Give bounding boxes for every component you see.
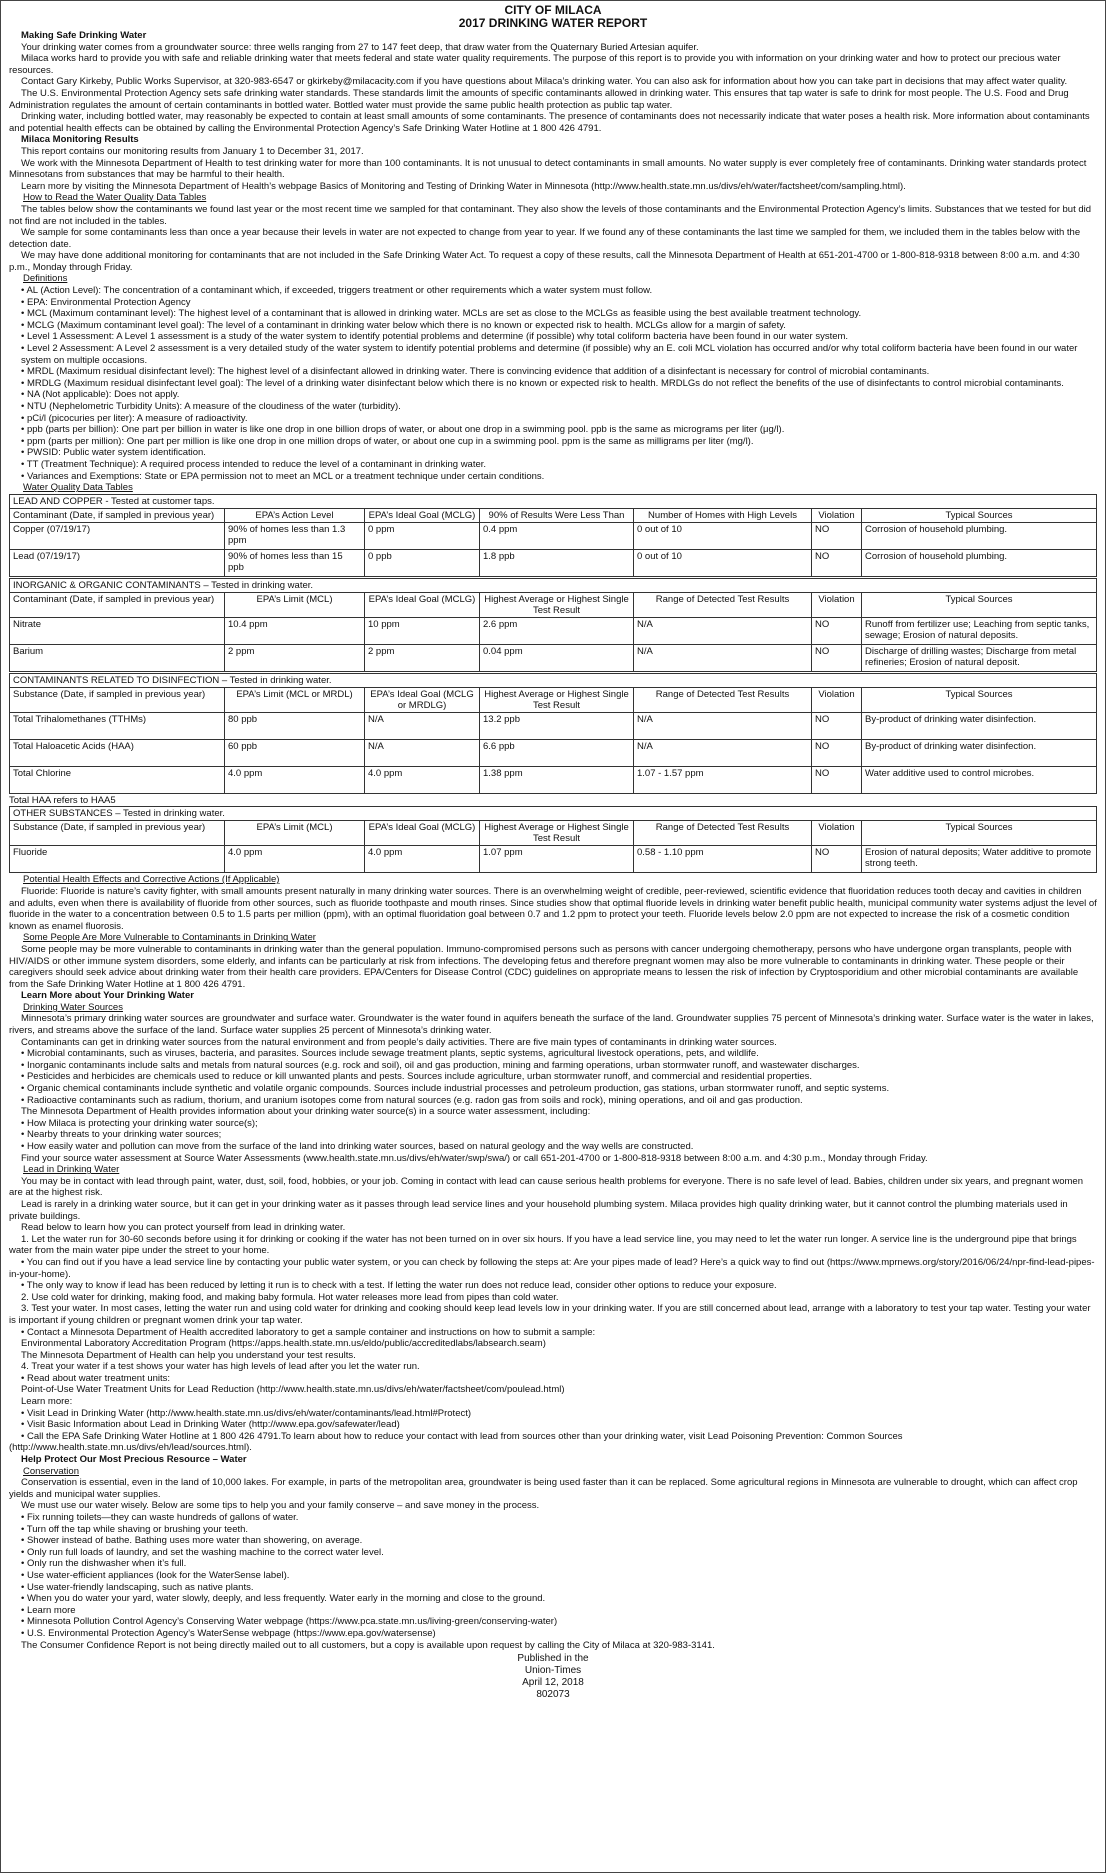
table-cell: 0.4 ppm	[480, 522, 634, 549]
footer-published: Published in the	[517, 1653, 589, 1665]
fluoride-paragraph: Fluoride: Fluoride is nature’s cavity fighter, with small amounts present naturally in many drinking water sources. There is an overwhelming weight of credible, peer-reviewed, scientific evidence that fluoridation reduces tooth decay and cavities in children and adults, even when there is availability of fluoride from other sources, such as fluoride toothpaste and mouth rinses. Since studies show that optimal fluoride levels in drinking water benefit public health, municipal community water systems adjust the level of fluoride in the water to a concentration between 0.5 to 1.5 parts per million (ppm), with an optimal fluoridation goal between 0.7 and 1.2 ppm to protect your teeth. Fluoride levels below 2.0 ppm are not expected to increase the risk of a cosmetic condition known as enamel fluorosis.	[9, 885, 1097, 932]
section-lead-item: 2. Use cold water for drinking, making food, and making baby formula. Hot water releases more lead from pipes than cold water.	[21, 1291, 559, 1303]
column-header: Highest Average or Highest Single Test Result	[480, 592, 634, 617]
conservation-tips-list-item: • Turn off the tap while shaving or brushing your teeth.	[21, 1523, 249, 1535]
definitions-list-item: • ppb (parts per billion): One part per billion in water is like one drop in one billion drops of water, or about one drop in a swimming pool. ppb is the same as micrograms per liter (μg/l).	[21, 424, 785, 436]
column-header: 90% of Results Were Less Than	[480, 508, 634, 522]
column-header: Typical Sources	[862, 687, 1097, 712]
table-row	[10, 766, 1097, 793]
table-cell: 80 ppb	[225, 712, 365, 739]
contaminant-types-list-item: • Radioactive contaminants such as radium, thorium, and uranium isotopes come from natural sources (e.g. radon gas from soils and rock), mining operations, and oil and gas production.	[21, 1094, 803, 1106]
section-lead-item: • The only way to know if lead has been reduced by letting it run is to check with a test. If letting the water run does not reduce lead, consider other options to reduce your exposure.	[21, 1280, 777, 1292]
column-header: Substance (Date, if sampled in previous year)	[10, 821, 225, 846]
table-cell: 0 ppm	[365, 522, 480, 549]
source-assessment-intro: The Minnesota Department of Health provides information about your drinking water source(s) in a source water assessment, including:	[21, 1106, 591, 1118]
table-row	[10, 712, 1097, 739]
table-cell: 0 out of 10	[634, 549, 812, 576]
table-cell: Lead (07/19/17)	[10, 549, 225, 576]
table-cell: Water additive used to control microbes.	[862, 766, 1097, 793]
conservation-tips-list-item: • Use water-efficient appliances (look for the WaterSense label).	[21, 1569, 290, 1581]
section-lead	[9, 1176, 1097, 1454]
section-conservation-item: Conservation is essential, even in the land of 10,000 lakes. For example, in parts of the metropolitan area, groundwater is being used faster than it can be replaced. Some agricultural regions in Minnesota are vulnerable to drought, which can affect crop yields and municipal water supplies.	[9, 1477, 1078, 1500]
vulnerable-paragraph: Some people may be more vulnerable to contaminants in drinking water than the general population. Immuno-compromised persons such as persons with cancer undergoing chemotherapy, persons who have undergone organ transplants, people with HIV/AIDS or other immune system disorders, some elderly, and infants can be particularly at risk from infections. The developing fetus and therefore pregnant women may also be more vulnerable to contaminants in drinking water. These people or their caregivers should seek advice about drinking water from their health care providers. EPA/Centers for Disease Control (CDC) guidelines on appropriate means to lessen the risk of infection by Cryptosporidium and other microbial contaminants are available from the Safe Drinking Water Hotline at 1 800 426 4791.	[9, 943, 1079, 990]
section-monitoring-intro-item: This report contains our monitoring results from January 1 to December 31, 2017.	[21, 145, 364, 157]
table-cell: 0 ppb	[365, 549, 480, 576]
section-monitoring-intro-item: We work with the Minnesota Department of Health to test drinking water for more than 100 contaminants. It is not unusual to detect contaminants in small amounts. No water supply is ever completely free of contaminants. Drinking water standards protect Minnesotans from substances that may be harmful to their health.	[9, 157, 1087, 181]
report-title: 2017 DRINKING WATER REPORT	[458, 16, 648, 30]
column-header: EPA’s Ideal Goal (MCLG)	[365, 592, 480, 617]
source-assessment-list-item: • Nearby threats to your drinking water sources;	[21, 1129, 222, 1141]
heading-learn-more: Learn More about Your Drinking Water	[21, 990, 194, 1002]
heading-monitoring-results: Milaca Monitoring Results	[21, 134, 139, 146]
table-cell: 13.2 ppb	[480, 712, 634, 739]
table-cell: 10.4 ppm	[225, 617, 365, 644]
table-cell: NO	[812, 712, 862, 739]
column-header: EPA’s Limit (MCL)	[225, 592, 365, 617]
heading-making-safe-water: Making Safe Drinking Water	[21, 30, 147, 41]
table-cell: 90% of homes less than 15 ppb	[225, 549, 365, 576]
section-lead-item: Read below to learn how you can protect yourself from lead in drinking water.	[21, 1222, 346, 1234]
column-header: Typical Sources	[862, 508, 1097, 522]
table-cell: Runoff from fertilizer use; Leaching from septic tanks, sewage; Erosion of natural deposits.	[862, 617, 1097, 644]
column-header: Contaminant (Date, if sampled in previous year)	[10, 508, 225, 522]
table-cell: Total Chlorine	[10, 766, 225, 793]
column-header: Contaminant (Date, if sampled in previous year)	[10, 592, 225, 617]
conservation-tips-list	[9, 1512, 1097, 1640]
table-cell: 6.6 ppb	[480, 739, 634, 766]
conservation-tips-list-item: • Shower instead of bathe. Bathing uses more water than showering, on average.	[21, 1535, 363, 1547]
contaminant-types-list-item: • Organic chemical contaminants include synthetic and volatile organic compounds. Sources include industrial processes and petroleum production, gas stations, urban stormwater runoff, and septic systems.	[21, 1083, 890, 1095]
conservation-tips-list-item: • Only run the dishwasher when it’s full.	[21, 1558, 187, 1570]
table-cell: 2.6 ppm	[480, 617, 634, 644]
section-making-safe-water-item: Milaca works hard to provide you with safe and reliable drinking water that meets federal and state water quality requirements. The purpose of this report is to provide you with information on your drinking water and how to protect our precious water resources.	[9, 53, 1061, 76]
table-cell: 4.0 ppm	[365, 846, 480, 873]
definitions-list-item: • PWSID: Public water system identification.	[21, 447, 206, 459]
definitions-list-item: • TT (Treatment Technique): A required process intended to reduce the level of a contaminant in drinking water.	[21, 458, 487, 470]
table-cell: NO	[812, 846, 862, 873]
contaminant-types-list-item: • Microbial contaminants, such as viruses, bacteria, and parasites. Sources include sewage treatment plants, septic systems, agricultural livestock operations, pets, and wildlife.	[21, 1048, 759, 1060]
column-header: Highest Average or Highest Single Test Result	[480, 687, 634, 712]
definitions-list-item: • ppm (parts per million): One part per million is like one drop in one million drops of water, or about one cup in a swimming pool. ppm is the same as milligrams per liter (mg/l).	[21, 435, 754, 447]
table-disinfection	[9, 673, 1097, 794]
subheading-definitions: Definitions	[23, 273, 68, 285]
column-header: EPA’s Ideal Goal (MCLG)	[365, 821, 480, 846]
section-lead-item: You may be in contact with lead through paint, water, dust, soil, food, hobbies, or your job. Coming in contact with lead can cause serious health problems for everyone. There is no safe level of lead. Babies, children under six years, and pregnant women are at the highest risk.	[9, 1175, 1083, 1199]
section-lead-item: Learn more:	[21, 1396, 73, 1408]
table-cell: By-product of drinking water disinfection.	[862, 739, 1097, 766]
section-lead-item: Point-of-Use Water Treatment Units for Lead Reduction (http://www.health.state.mn.us/divs/eh/water/factsheet/com/poulead.html)	[21, 1384, 565, 1396]
table-cell: 90% of homes less than 1.3 ppm	[225, 522, 365, 549]
table-cell: 2 ppm	[365, 644, 480, 671]
section-making-safe-water-item: Contact Gary Kirkeby, Public Works Supervisor, at 320-983-6547 or gkirkeby@milacacity.com if you have questions about Milaca’s drinking water. You can also ask for information about how you can take part in decisions that may affect water quality.	[21, 76, 1068, 88]
section-lead-item: Lead is rarely in a drinking water source, but it can get in your drinking water as it passes through lead service lines and your household plumbing system. Milaca provides high quality drinking water, but it cannot control the plumbing materials used in private buildings.	[9, 1198, 1068, 1222]
table-cell: Corrosion of household plumbing.	[862, 549, 1097, 576]
section-lead-item: 3. Test your water. In most cases, letting the water run and using cold water for drinking and cooking should keep lead levels low in your drinking water. If you are still concerned about lead, arrange with a laboratory to test your tap water. Testing your water is important if young children or pregnant women drink your tap water.	[9, 1303, 1091, 1326]
definitions-list-item: • NA (Not applicable): Does not apply.	[21, 389, 180, 401]
section-lead-item: 4. Treat your water if a test shows your water has high levels of lead after you let the water run.	[21, 1361, 420, 1373]
contaminant-types-list-item: • Pesticides and herbicides are chemicals used to reduce or kill unwanted plants and pests. Sources include agriculture, urban stormwater runoff, and commercial and residential properties.	[21, 1071, 813, 1083]
table-row	[10, 617, 1097, 644]
definitions-list-item: • Level 1 Assessment: A Level 1 assessment is a study of the water system to identify potential problems and determine (if possible) why total coliform bacteria have been found in our water system.	[21, 331, 849, 343]
table-cell: NO	[812, 644, 862, 671]
section-water-sources-item: Contaminants can get in drinking water sources from the natural environment and from people’s daily activities. There are five main types of contaminants in drinking water sources.	[21, 1036, 777, 1048]
column-header: Violation	[812, 821, 862, 846]
footer-date: April 12, 2018	[522, 1677, 584, 1689]
conservation-tips-list-item: • Use water-friendly landscaping, such as native plants.	[21, 1581, 254, 1593]
section-conservation	[9, 1477, 1097, 1512]
table-cell: 10 ppm	[365, 617, 480, 644]
section-lead-item: • Call the EPA Safe Drinking Water Hotline at 1 800 426 4791.To learn about how to reduce your contact with lead from sources other than your drinking water, visit Lead Poisoning Prevention: Common Sources (http://www.health.state.mn.us/divs/eh/lead/sources.html).	[9, 1430, 903, 1454]
section-how-to-read-item: The tables below show the contaminants we found last year or the most recent time we sampled for that contaminant. They also show the levels of those contaminants and the Environmental Protection Agency’s limits. Substances that we tested for but did not find are not included in the tables.	[9, 203, 1092, 227]
column-header: EPA’s Ideal Goal (MCLG or MRDLG)	[365, 687, 480, 712]
column-header: Typical Sources	[862, 592, 1097, 617]
table-cell: N/A	[634, 644, 812, 671]
table-cell: 4.0 ppm	[225, 846, 365, 873]
footer-paper: Union-Times	[524, 1665, 582, 1677]
section-lead-item: • You can find out if you have a lead service line by contacting your public water system, or you can check by following the steps at: Are your pipes made of lead? Here’s a quick way to find out (https://www.mprnews.org/story/2016/06/24/npr-find-lead-pipes-in-your-home).	[9, 1256, 1095, 1280]
table-caption: INORGANIC & ORGANIC CONTAMINANTS – Tested in drinking water.	[10, 578, 1097, 592]
source-assessment-list-item: • How Milaca is protecting your drinking water source(s);	[21, 1117, 258, 1129]
conservation-tips-list-item: • Learn more	[21, 1604, 76, 1616]
table-row	[10, 644, 1097, 671]
definitions-list-item: • NTU (Nephelometric Turbidity Units): A measure of the cloudiness of the water (turbidity).	[21, 401, 401, 412]
table-cell: Copper (07/19/17)	[10, 522, 225, 549]
section-lead-item: 1. Let the water run for 30-60 seconds before using it for drinking or cooking if the water has not been turned on in over six hours. If you have a lead service line, you may need to let the water run longer. A service line is the underground pipe that brings water from the main water pipe under the street to your home.	[9, 1233, 1077, 1257]
column-header: EPA’s Action Level	[225, 508, 365, 522]
table-cell: N/A	[365, 739, 480, 766]
section-lead-item: • Visit Basic Information about Lead in Drinking Water (http://www.epa.gov/safewater/lead)	[21, 1419, 400, 1431]
source-assessment-find: Find your source water assessment at Source Water Assessments (www.health.state.mn.us/divs/eh/water/swp/swa/) or call 651-201-4700 or 1-800-818-9318 between 8:00 a.m. and 4:30 p.m., Monday through Friday.	[21, 1152, 928, 1164]
table-cell: Discharge of drilling wastes; Discharge from metal refineries; Erosion of natural deposit.	[862, 644, 1097, 671]
subheading-water-sources: Drinking Water Sources	[23, 1001, 123, 1013]
table-cell: Corrosion of household plumbing.	[862, 522, 1097, 549]
table-caption: OTHER SUBSTANCES – Tested in drinking water.	[10, 807, 1097, 821]
table-cell: N/A	[365, 712, 480, 739]
section-how-to-read-item: We sample for some contaminants less than once a year because their levels in water are not expected to change from year to year. If we found any of these contaminants the last time we sampled for them, we included them in the tables below with the detection date.	[9, 227, 1081, 250]
table-row	[10, 549, 1097, 576]
section-monitoring-intro	[9, 146, 1097, 192]
publication-footer	[9, 1653, 1097, 1701]
section-monitoring-intro-item: Learn more by visiting the Minnesota Department of Health’s webpage Basics of Monitoring and Testing of Drinking Water in Minnesota (http://www.health.state.mn.us/divs/eh/water/factsheet/com/sampling.html).	[21, 180, 906, 192]
column-header: Violation	[812, 508, 862, 522]
table-cell: NO	[812, 766, 862, 793]
section-how-to-read-item: We may have done additional monitoring for contaminants that are not included in the Safe Drinking Water Act. To request a copy of these results, call the Minnesota Department of Health at 651-201-4700 or 1-800-818-9318 between 8:00 a.m. and 4:30 p.m., Monday through Friday.	[9, 250, 1080, 273]
table-cell: 1.8 ppb	[480, 549, 634, 576]
conservation-tips-list-item: • Minnesota Pollution Control Agency’s Conserving Water webpage (https://www.pca.state.mn.us/living-green/conserving-water)	[21, 1616, 558, 1628]
column-header: Substance (Date, if sampled in previous year)	[10, 687, 225, 712]
section-how-to-read	[9, 204, 1097, 274]
table-cell: NO	[812, 549, 862, 576]
source-assessment-list-item: • How easily water and pollution can move from the surface of the land into drinking water sources, based on natural geology and the way wells are constructed.	[21, 1141, 694, 1152]
section-making-safe-water-item: Your drinking water comes from a groundwater source: three wells ranging from 27 to 147 feet deep, that draw water from the Quaternary Buried Artesian aquifer.	[21, 41, 699, 53]
haa-note: Total HAA refers to HAA5	[9, 794, 116, 806]
contaminant-types-list-item: • Inorganic contaminants include salts and metals from natural sources (e.g. rock and soil), oil and gas production, mining and farming operations, urban stormwater runoff, and wastewater discharges.	[21, 1059, 860, 1071]
column-header: Highest Average or Highest Single Test Result	[480, 821, 634, 846]
heading-protect-resource: Help Protect Our Most Precious Resource – Water	[21, 1454, 247, 1466]
subheading-data-tables: Water Quality Data Tables	[23, 482, 133, 494]
table-cell: 0.04 ppm	[480, 644, 634, 671]
table-cell: NO	[812, 617, 862, 644]
column-header: Range of Detected Test Results	[634, 687, 812, 712]
section-lead-item: • Read about water treatment units:	[21, 1372, 171, 1384]
definitions-list-item: • EPA: Environmental Protection Agency	[21, 296, 191, 308]
section-conservation-item: We must use our water wisely. Below are some tips to help you and your family conserve – and save money in the process.	[21, 1500, 540, 1512]
definitions-list-item: • MCL (Maximum contaminant level): The highest level of a contaminant that is allowed in drinking water. MCLs are set as close to the MCLGs as feasible using the best available treatment technology.	[21, 308, 862, 320]
table-cell: NO	[812, 739, 862, 766]
section-lead-item: • Visit Lead in Drinking Water (http://www.health.state.mn.us/divs/eh/water/contaminants/lead.html#Protect)	[21, 1407, 472, 1419]
table-cell: 0 out of 10	[634, 522, 812, 549]
column-header: Number of Homes with High Levels	[634, 508, 812, 522]
definitions-list-item: • Level 2 Assessment: A Level 2 assessment is a very detailed study of the water system to identify potential problems and determine (if possible) why an E. coli MCL violation has occurred and/or why total coliform bacteria have been found in our water system on multiple occasions.	[21, 343, 1078, 366]
table-cell: N/A	[634, 712, 812, 739]
definitions-list	[9, 285, 1097, 482]
section-water-sources	[9, 1013, 1097, 1048]
table-cell: Barium	[10, 644, 225, 671]
subheading-vulnerable: Some People Are More Vulnerable to Contaminants in Drinking Water	[23, 932, 316, 944]
footer-number: 802073	[536, 1689, 570, 1701]
subheading-conservation: Conservation	[23, 1465, 79, 1477]
conservation-tips-list-item: • U.S. Environmental Protection Agency’s WaterSense webpage (https://www.epa.gov/watersense)	[21, 1627, 436, 1639]
section-lead-item: The Minnesota Department of Health can help you understand your test results.	[21, 1349, 356, 1361]
table-lead-copper	[9, 494, 1097, 577]
section-making-safe-water-item: Drinking water, including bottled water, may reasonably be expected to contain at least small amounts of some contaminants. The presence of contaminants does not necessarily indicate that water poses a health risk. More information about contaminants and potential health effects can be obtained by calling the Environmental Protection Agency’s Safe Drinking Water Hotline at 1 800 426 4791.	[9, 111, 1090, 134]
subheading-lead: Lead in Drinking Water	[23, 1164, 120, 1176]
definitions-list-item: • MRDLG (Maximum residual disinfectant level goal): The level of a drinking water disinfectant below which there is no known or expected risk to health. MRDLGs do not reflect the benefits of the use of disinfectants to control microbial contaminants.	[21, 377, 1064, 389]
table-cell: By-product of drinking water disinfection.	[862, 712, 1097, 739]
table-cell: Fluoride	[10, 846, 225, 873]
section-making-safe-water	[9, 42, 1097, 135]
section-lead-item: Environmental Laboratory Accreditation Program (https://apps.health.state.mn.us/eldo/public/accreditedlabs/labsearch.seam)	[21, 1338, 546, 1350]
subheading-health-effects: Potential Health Effects and Corrective Actions (If Applicable)	[23, 874, 280, 886]
table-cell: 0.58 - 1.10 ppm	[634, 846, 812, 873]
conservation-tips-list-item: • Only run full loads of laundry, and set the washing machine to the correct water level.	[21, 1546, 384, 1558]
section-water-sources-item: Minnesota’s primary drinking water sources are groundwater and surface water. Groundwater is the water found in aquifers beneath the surface of the land. Groundwater supplies 75 percent of Minnesota’s drinking water. Surface water is the water in lakes, rivers, and streams above the surface of the land. Surface water supplies 25 percent of Minnesota’s drinking water.	[9, 1013, 1094, 1037]
closing-paragraph: The Consumer Confidence Report is not being directly mailed out to all customers, but a copy is available upon request by calling the City of Milaca at 320-983-3141.	[21, 1639, 715, 1651]
column-header: Typical Sources	[862, 821, 1097, 846]
contaminant-types-list	[9, 1048, 1097, 1106]
definitions-list-item: • AL (Action Level): The concentration of a contaminant which, if exceeded, triggers treatment or other requirements which a water system must follow.	[21, 285, 653, 297]
source-assessment-list	[9, 1118, 1097, 1153]
column-header: Range of Detected Test Results	[634, 592, 812, 617]
table-cell: Nitrate	[10, 617, 225, 644]
table-cell: N/A	[634, 739, 812, 766]
definitions-list-item: • pCi/l (picocuries per liter): A measure of radioactivity.	[21, 412, 248, 424]
table-row	[10, 739, 1097, 766]
table-caption: LEAD AND COPPER - Tested at customer taps.	[10, 494, 1097, 508]
table-cell: 4.0 ppm	[225, 766, 365, 793]
table-cell: 1.07 ppm	[480, 846, 634, 873]
section-lead-item: • Contact a Minnesota Department of Health accredited laboratory to get a sample container and instructions on how to submit a sample:	[21, 1326, 596, 1338]
column-header: Violation	[812, 687, 862, 712]
definitions-list-item: • MCLG (Maximum contaminant level goal): The level of a contaminant in drinking water below which there is no known or expected risk to health. MCLGs allow for a margin of safety.	[21, 319, 786, 331]
table-cell: 60 ppb	[225, 739, 365, 766]
table-other-substances	[9, 806, 1097, 873]
table-cell: 1.07 - 1.57 ppm	[634, 766, 812, 793]
column-header: Violation	[812, 592, 862, 617]
table-row	[10, 846, 1097, 873]
table-cell: 4.0 ppm	[365, 766, 480, 793]
column-header: EPA’s Limit (MCL or MRDL)	[225, 687, 365, 712]
table-inorganic-organic	[9, 578, 1097, 672]
conservation-tips-list-item: • When you do water your yard, water slowly, deeply, and less frequently. Water early in the morning and close to the ground.	[21, 1593, 546, 1605]
column-header: EPA’s Ideal Goal (MCLG)	[365, 508, 480, 522]
table-cell: Total Haloacetic Acids (HAA)	[10, 739, 225, 766]
table-row	[10, 522, 1097, 549]
table-cell: 2 ppm	[225, 644, 365, 671]
subheading-how-to-read: How to Read the Water Quality Data Tables	[23, 192, 207, 204]
column-header: Range of Detected Test Results	[634, 821, 812, 846]
table-cell: Erosion of natural deposits; Water additive to promote strong teeth.	[862, 846, 1097, 873]
table-caption: CONTAMINANTS RELATED TO DISINFECTION – Tested in drinking water.	[10, 673, 1097, 687]
column-header: EPA’s Limit (MCL)	[225, 821, 365, 846]
table-cell: 1.38 ppm	[480, 766, 634, 793]
definitions-list-item: • MRDL (Maximum residual disinfectant level): The highest level of a disinfectant allowed in drinking water. There is convincing evidence that addition of a disinfectant is necessary for control of microbial contaminants.	[21, 366, 930, 378]
section-making-safe-water-item: The U.S. Environmental Protection Agency sets safe drinking water standards. These standards limit the amounts of specific contaminants allowed in drinking water. This ensures that tap water is safe to drink for most people. The U.S. Food and Drug Administration regulates the amount of certain contaminants in bottled water. Bottled water must provide the same public health protection as public tap water.	[9, 87, 1069, 111]
table-cell: Total Trihalomethanes (TTHMs)	[10, 712, 225, 739]
definitions-list-item: • Variances and Exemptions: State or EPA permission not to meet an MCL or a treatment technique under certain conditions.	[21, 470, 545, 482]
table-cell: N/A	[634, 617, 812, 644]
table-cell: NO	[812, 522, 862, 549]
conservation-tips-list-item: • Fix running toilets—they can waste hundreds of gallons of water.	[21, 1512, 299, 1523]
report-city-title: CITY OF MILACA	[504, 3, 602, 17]
